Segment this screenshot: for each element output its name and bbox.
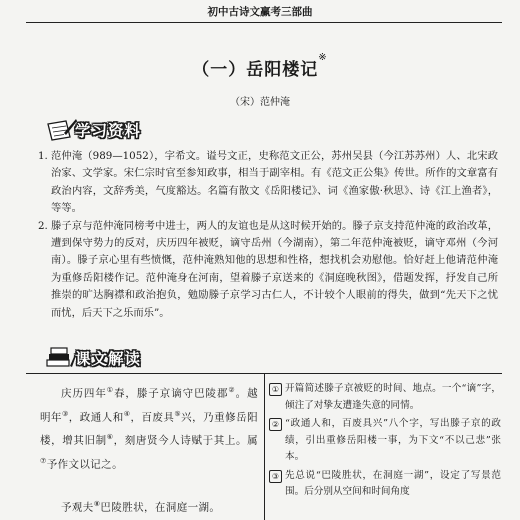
study-notes	[38, 148, 498, 322]
study-note	[38, 218, 498, 322]
passage-text: 。越明年	[40, 387, 258, 423]
reading-section-heading	[44, 346, 141, 370]
annotation-text: “政通人和，百废具兴”八个字，写出滕子京的政绩，引出重修岳阳楼一事，为下文“不以己悲”张本。	[285, 418, 501, 462]
note-text: 范仲淹（989—1052），字希文。谥号文正，史称范文正公，苏州吴县（今江苏苏州）人、北宋政治家、文学家。宋仁宗时官至参知政事，相当于副宰相。有《范文正公集》传世。所作的文章富有政治内容，文辞秀美，气度豁达。名篇有散文《岳阳楼记》、词《渔家傲·秋思》、诗《江上渔者》，等等。	[51, 150, 498, 215]
passage-text: ，百废具	[130, 411, 175, 423]
footnote-marker: ⑥	[106, 433, 114, 441]
page-title	[0, 52, 520, 80]
annotation-badge: ②	[269, 418, 282, 431]
passage-text: ，刻唐贤今人诗赋于其上。属	[113, 434, 258, 447]
footnote-marker: ④	[123, 409, 131, 418]
annotation-text: 先总说“巴陵胜状，在洞庭一湖”，设定了写景范围。后分别从空间和时间角度	[285, 469, 501, 497]
footnote-marker: ⑤	[174, 409, 182, 418]
passage-text: 巴陵胜状，在洞庭一湖。	[100, 501, 221, 514]
passage-text: 庆历四年	[61, 387, 107, 400]
annotation-item	[269, 381, 501, 414]
title-text: （一）岳阳楼记	[192, 60, 319, 80]
column-divider	[264, 374, 265, 520]
author-line: （宋）范仲淹	[230, 97, 290, 108]
quill-note-icon	[44, 118, 78, 142]
study-note	[38, 148, 498, 218]
header-rule	[26, 22, 502, 23]
note-text: 滕子京与范仲淹同榜考中进士，两人的友谊也是从这时候开始的。滕子京支持范仲淹的政治改革，遭到保守势力的反对，庆历四年被贬，谪守岳州（今湖南），第二年范仲淹被贬，谪守邓州（今河南）。滕子京心里有些愤慨，范仲淹熟知他的思想和性格，想找机会劝慰他。恰好赶上他请范仲淹为重修岳阳楼作记。范仲淹身在河南，望着滕子京送来的《洞庭晚秋图》，借题发挥，抒发自己所推崇的旷达胸襟和政治抱负，勉励滕子京学习古仁人，不计较个人眼前的得失，做到“先天下之忧而忧，后天下之乐而乐”。	[51, 219, 498, 319]
note-number: 1.	[38, 150, 48, 162]
passage-text: 予观夫	[61, 501, 94, 514]
annotation-item	[269, 416, 501, 466]
footnote-marker: ⑦	[40, 456, 47, 465]
passage-text: 予作文以记之。	[46, 458, 123, 470]
footnote-marker: ①	[106, 386, 114, 394]
book-stack-icon	[44, 346, 78, 370]
passage-paragraph-2	[40, 494, 258, 518]
footnote-marker: ③	[61, 409, 69, 418]
original-text-column	[40, 380, 258, 518]
annotation-badge: ③	[269, 470, 282, 483]
annotation-column	[269, 381, 501, 503]
annotation-badge: ①	[269, 383, 282, 396]
annotation-item	[269, 468, 501, 501]
reading-section-label: 课文解读	[75, 350, 142, 368]
passage-text: 春，滕子京谪守巴陵郡	[113, 387, 229, 400]
passage-text: ，政通人和	[68, 411, 124, 423]
passage-paragraph-1	[40, 380, 258, 474]
passage-text: 兴，乃重修岳阳楼，增其旧制	[40, 411, 258, 447]
study-section-heading	[44, 118, 141, 142]
footnote-marker: ⑧	[93, 500, 101, 508]
footnote-marker: ②	[228, 386, 236, 394]
title-mark: ※	[318, 52, 328, 63]
note-number: 2.	[38, 219, 48, 232]
running-header: 初中古诗文赢考三部曲	[207, 6, 313, 18]
study-section-label: 学习资料	[75, 122, 142, 140]
annotation-text: 开篇简述滕子京被贬的时间、地点。一个“谪”字，倾注了对挚友遭逢失意的同情。	[285, 383, 501, 411]
